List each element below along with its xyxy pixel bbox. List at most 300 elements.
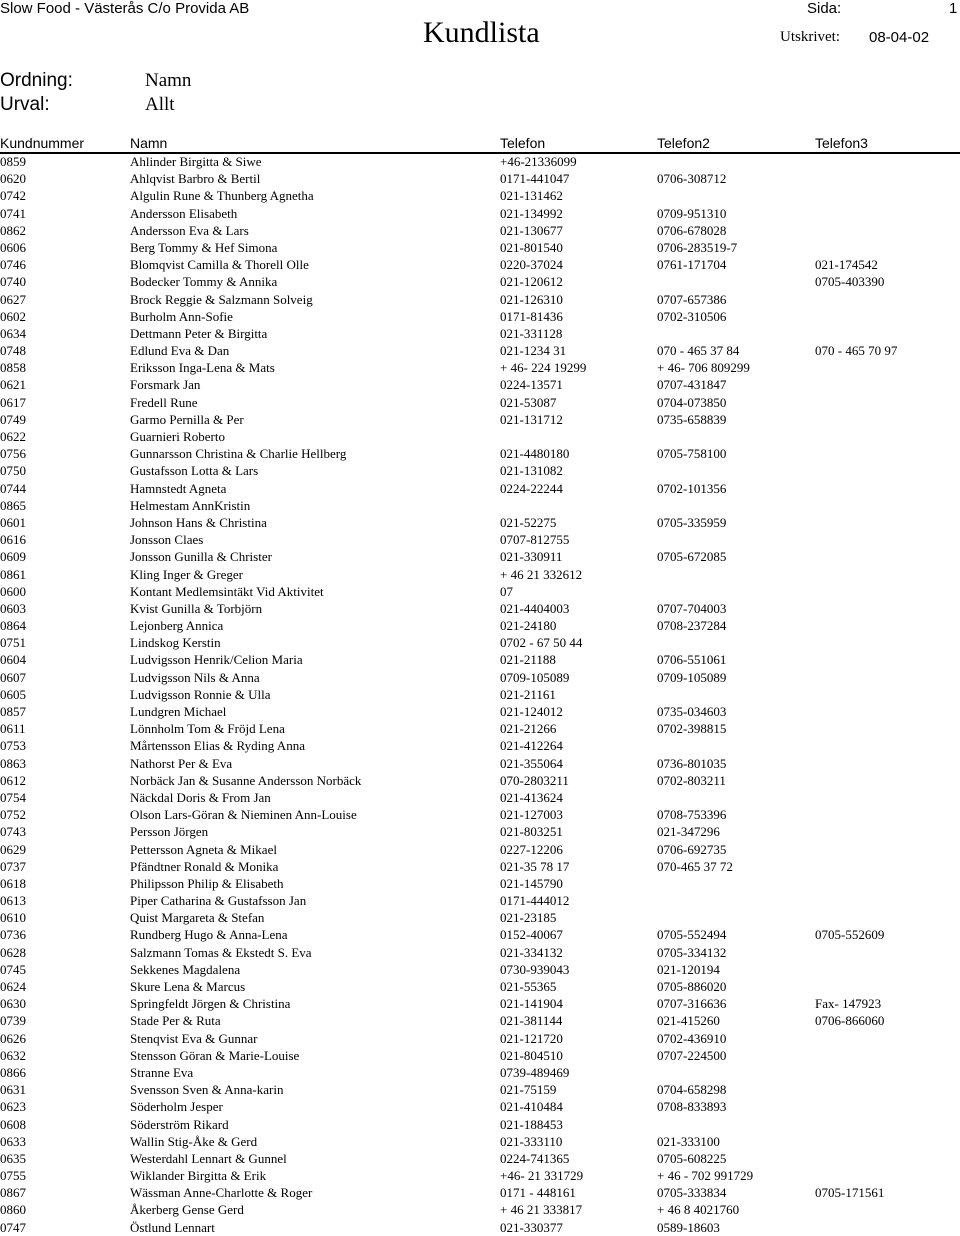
table-row [0,514,960,531]
table-row [0,222,960,239]
phone: 021-21188 [500,652,556,668]
phone2: 0702-803211 [657,772,726,788]
phone: +46- 21 331729 [500,1168,584,1184]
column-header-phone3: Telefon3 [815,135,868,151]
phone2: 0705-672085 [657,549,727,565]
customer-name: Wässman Anne-Charlotte & Roger [130,1185,313,1201]
table-row [0,1167,960,1184]
phone2: 0702-101356 [657,480,727,496]
phone2: 021-415260 [657,1013,720,1029]
table-row [0,187,960,204]
customer-name: Sekkenes Magdalena [130,961,241,977]
phone: + 46 21 332612 [500,566,583,582]
customer-name: Rundberg Hugo & Anna-Lena [130,927,288,943]
phone2: 0707-316636 [657,996,727,1012]
phone2: + 46 - 702 991729 [657,1168,754,1184]
phone3: 021-174542 [815,257,878,273]
customer-name: Norbäck Jan & Susanne Andersson Norbäck [130,772,362,788]
phone2: 0702-310506 [657,308,727,324]
customer-number: 0632 [0,1047,26,1063]
phone2: 070 - 465 37 84 [657,343,740,359]
customer-number: 0611 [0,721,26,737]
phone2: 0705-334132 [657,944,727,960]
customer-number: 0737 [0,858,26,874]
customer-name: Kontant Medlemsintäkt Vid Aktivitet [130,583,324,599]
customer-number: 0864 [0,618,26,634]
customer-name: Persson Jörgen [130,824,209,840]
customer-name: Ludvigsson Henrik/Celion Maria [130,652,303,668]
customer-name: Ludvigsson Ronnie & Ulla [130,686,271,702]
phone: 021-21161 [500,686,556,702]
table-row [0,1133,960,1150]
phone2: 0706-308712 [657,171,727,187]
phone: 021-188453 [500,1116,563,1132]
customer-number: 0858 [0,360,26,376]
phone: 021-131462 [500,188,563,204]
customer-name: Mårtensson Elias & Ryding Anna [130,738,305,754]
phone: 021-126310 [500,291,563,307]
phone2: 0707-224500 [657,1047,727,1063]
customer-name: Kvist Gunilla & Torbjörn [130,600,263,616]
customer-number: 0739 [0,1013,26,1029]
customer-name: Nathorst Per & Eva [130,755,233,771]
table-row [0,1116,960,1133]
table-row [0,566,960,583]
phone2: 0702-398815 [657,721,727,737]
table-row [0,583,960,600]
phone: 021-355064 [500,755,563,771]
table-row [0,325,960,342]
customer-number: 0866 [0,1064,26,1080]
customer-name: Piper Catharina & Gustafsson Jan [130,893,307,909]
customer-name: Lindskog Kerstin [130,635,221,651]
table-row [0,669,960,686]
table-row [0,944,960,961]
phone: 0224-741365 [500,1150,570,1166]
customer-name: Edlund Eva & Dan [130,343,230,359]
customer-table-body [0,153,960,1236]
table-row [0,651,960,668]
table-row [0,170,960,187]
customer-name: Lejonberg Annica [130,618,224,634]
phone: 021-334132 [500,944,563,960]
table-row [0,1012,960,1029]
customer-number: 0857 [0,704,26,719]
customer-number: 0616 [0,532,26,548]
customer-number: 0627 [0,291,26,307]
phone: 021-52275 [500,514,557,530]
customer-number: 0621 [0,377,26,393]
phone: 021-330377 [500,1219,563,1235]
table-row [0,1030,960,1047]
customer-name: Ahlinder Birgitta & Siwe [130,154,262,169]
phone2: 0706-678028 [657,222,727,238]
table-row [0,480,960,497]
phone2: 0708-237284 [657,618,727,634]
customer-number: 0633 [0,1133,26,1149]
customer-number: 0861 [0,566,26,582]
column-header-id: Kundnummer [0,135,85,151]
table-row [0,1047,960,1064]
customer-name: Kling Inger & Greger [130,566,243,582]
table-row [0,789,960,806]
phone: 0739-489469 [500,1064,570,1080]
phone: +46-21336099 [500,154,577,169]
phone: 021-804510 [500,1047,563,1063]
customer-name: Ludvigsson Nils & Anna [130,669,260,685]
table-row [0,1150,960,1167]
table-row [0,755,960,772]
table-row [0,394,960,411]
table-row [0,497,960,514]
phone2: 0706-692735 [657,841,727,857]
customer-name: Guarnieri Roberto [130,429,225,444]
phone: 021-21266 [500,721,557,737]
customer-number: 0605 [0,686,26,702]
customer-name: Andersson Elisabeth [130,205,238,221]
phone: 021-413624 [500,789,563,805]
customer-name: Gunnarsson Christina & Charlie Hellberg [130,446,347,462]
phone2: 0707-431847 [657,377,727,393]
phone: 021-4480180 [500,446,570,462]
table-row [0,445,960,462]
customer-number: 0601 [0,514,26,530]
customer-number: 0624 [0,979,26,994]
sort-value: Namn [145,70,192,91]
customer-name: Burholm Ann-Sofie [130,308,233,324]
table-row [0,823,960,840]
customer-name: Andersson Eva & Lars [130,222,249,238]
table-row [0,703,960,720]
phone2: + 46 8 4021760 [657,1202,740,1218]
phone: 021-35 78 17 [500,858,570,874]
page-label: Sida: [807,0,842,17]
phone: 021-4404003 [500,600,570,616]
table-row [0,892,960,909]
table-row [0,1201,960,1218]
phone2: 0705-608225 [657,1150,727,1166]
phone2: 070-465 37 72 [657,858,733,874]
filter-label: Urval: [0,94,50,115]
phone: 07 [500,583,513,599]
table-row [0,772,960,789]
customer-number: 0622 [0,429,26,444]
phone2: 0705-335959 [657,514,727,530]
table-row [0,634,960,651]
phone: 021-120612 [500,274,563,290]
phone: 021-134992 [500,205,563,221]
customer-name: Forsmark Jan [130,377,201,393]
phone2: 021-347296 [657,824,720,840]
phone2: 0589-18603 [657,1219,720,1235]
phone: 021-53087 [500,394,557,410]
table-row [0,531,960,548]
table-row [0,342,960,359]
table-row [0,256,960,273]
phone: 0220-37024 [500,257,563,273]
customer-name: Stenqvist Eva & Gunnar [130,1030,258,1046]
phone: 0171 - 448161 [500,1185,576,1201]
page-number: 1 [949,0,958,17]
phone: 021-131712 [500,411,563,427]
table-row [0,153,960,170]
phone2: 021-333100 [657,1133,720,1149]
phone2: 0761-171704 [657,257,727,273]
table-row [0,548,960,565]
customer-name: Wallin Stig-Åke & Gerd [130,1133,258,1149]
phone: + 46 21 333817 [500,1202,583,1218]
customer-name: Jonsson Claes [130,532,204,548]
table-row [0,1064,960,1081]
customer-number: 0867 [0,1185,26,1201]
phone2: 0709-105089 [657,669,727,685]
customer-number: 0756 [0,446,26,462]
customer-name: Lundgren Michael [130,704,227,719]
phone: 021-124012 [500,704,563,719]
customer-name: Eriksson Inga-Lena & Mats [130,360,275,376]
customer-name: Bodecker Tommy & Annika [130,274,278,290]
customer-number: 0753 [0,738,26,754]
phone2: + 46- 706 809299 [657,360,750,376]
table-row [0,428,960,445]
phone: 021-330911 [500,549,563,565]
customer-name: Stensson Göran & Marie-Louise [130,1047,300,1063]
table-row [0,1081,960,1098]
customer-number: 0609 [0,549,26,565]
phone: 021-55365 [500,979,557,994]
phone3: 0705-171561 [815,1185,885,1201]
customer-number: 0746 [0,257,26,273]
table-row [0,858,960,875]
customer-number: 0603 [0,600,26,616]
customer-number: 0744 [0,480,26,496]
table-row [0,926,960,943]
customer-name: Stranne Eva [130,1064,194,1080]
phone: 0171-81436 [500,308,563,324]
customer-number: 0748 [0,343,26,359]
phone2: 021-120194 [657,961,720,977]
column-header-name: Namn [130,135,168,151]
customer-name: Söderholm Jesper [130,1099,223,1115]
phone: 021-127003 [500,807,563,823]
phone2: 0708-833893 [657,1099,727,1115]
customer-name: Quist Margareta & Stefan [130,910,265,926]
table-row [0,308,960,325]
table-row [0,995,960,1012]
phone: 021-131082 [500,463,563,479]
filter-value: Allt [145,94,175,115]
customer-number: 0620 [0,171,26,187]
table-row [0,978,960,995]
customer-number: 0626 [0,1030,26,1046]
customer-name: Hamnstedt Agneta [130,480,227,496]
phone: 0171-441047 [500,171,570,187]
phone: 021-130677 [500,222,563,238]
table-row [0,376,960,393]
printed-date: 08-04-02 [869,29,930,46]
phone2: 0735-034603 [657,704,727,719]
customer-number: 0740 [0,274,26,290]
customer-name: Dettmann Peter & Birgitta [130,325,268,341]
table-row [0,411,960,428]
customer-number: 0741 [0,205,26,221]
phone: 021-141904 [500,996,563,1012]
customer-name: Olson Lars-Göran & Nieminen Ann-Louise [130,807,357,823]
customer-number: 0623 [0,1099,26,1115]
customer-name: Stade Per & Ruta [130,1013,221,1029]
phone2: 0704-073850 [657,394,727,410]
customer-number: 0608 [0,1116,26,1132]
table-row [0,239,960,256]
customer-name: Algulin Rune & Thunberg Agnetha [130,188,314,204]
customer-name: Pfändtner Ronald & Monika [130,858,279,874]
customer-number: 0736 [0,927,26,943]
phone: 021-24180 [500,618,557,634]
phone3: 0706-866060 [815,1013,885,1029]
phone: 021-410484 [500,1099,563,1115]
customer-number: 0754 [0,789,26,805]
customer-number: 0634 [0,325,26,341]
customer-number: 0602 [0,308,26,324]
customer-name: Wiklander Birgitta & Erik [130,1168,267,1184]
phone: 0152-40067 [500,927,563,943]
customer-name: Garmo Pernilla & Per [130,411,244,427]
phone: 070-2803211 [500,772,569,788]
table-row [0,737,960,754]
phone2: 0709-951310 [657,205,727,221]
phone: 021-331128 [500,325,563,341]
table-row [0,617,960,634]
customer-number: 0743 [0,824,26,840]
phone2: 0702-436910 [657,1030,727,1046]
customer-number: 0607 [0,669,26,685]
table-row [0,600,960,617]
phone2: 0705-552494 [657,927,727,943]
phone3: 070 - 465 70 97 [815,343,898,359]
phone2: 0707-704003 [657,600,727,616]
phone2: 0735-658839 [657,411,727,427]
printed-label: Utskrivet: [780,29,840,45]
customer-name: Blomqvist Camilla & Thorell Olle [130,257,309,273]
customer-name: Brock Reggie & Salzmann Solveig [130,291,313,307]
customer-number: 0618 [0,875,26,891]
customer-number: 0600 [0,583,26,599]
phone2: 0706-551061 [657,652,727,668]
phone: 021-381144 [500,1013,563,1029]
table-row [0,273,960,290]
phone: 0709-105089 [500,669,570,685]
phone: 021-121720 [500,1030,563,1046]
customer-number: 0606 [0,239,26,255]
table-row [0,961,960,978]
table-row [0,720,960,737]
table-row [0,1219,960,1236]
phone2: 0705-333834 [657,1185,727,1201]
phone: 021-1234 31 [500,343,567,359]
phone3: 0705-403390 [815,274,885,290]
customer-name: Salzmann Tomas & Ekstedt S. Eva [130,944,312,960]
phone: 0702 - 67 50 44 [500,635,583,651]
phone: 021-412264 [500,738,563,754]
phone2: 0705-886020 [657,979,727,994]
customer-number: 0635 [0,1150,26,1166]
phone2: 0704-658298 [657,1082,727,1098]
table-row [0,205,960,222]
table-row [0,291,960,308]
phone: 021-145790 [500,875,563,891]
customer-name: Johnson Hans & Christina [130,514,267,530]
phone3: Fax- 147923 [815,996,882,1012]
customer-number: 0863 [0,755,26,771]
phone: 021-75159 [500,1082,557,1098]
customer-name: Östlund Lennart [130,1219,215,1235]
phone: 021-803251 [500,824,563,840]
customer-name: Westerdahl Lennart & Gunnel [130,1150,287,1166]
phone: 021-801540 [500,239,563,255]
phone2: 0705-758100 [657,446,727,462]
customer-name: Skure Lena & Marcus [130,979,246,994]
customer-number: 0629 [0,841,26,857]
customer-name: Springfeldt Jörgen & Christina [130,996,291,1012]
company-name: Slow Food - Västerås C/o Provida AB [0,0,250,17]
customer-number: 0862 [0,222,26,238]
customer-name: Söderström Rikard [130,1116,229,1132]
customer-number: 0631 [0,1082,26,1098]
customer-number: 0610 [0,910,26,926]
customer-name: Svensson Sven & Anna-karin [130,1082,284,1098]
phone: 021-333110 [500,1133,563,1149]
phone2: 0707-657386 [657,291,727,307]
customer-number: 0612 [0,772,26,788]
customer-number: 0742 [0,188,26,204]
customer-number: 0747 [0,1219,26,1235]
phone2: 0706-283519-7 [657,239,738,255]
customer-number: 0745 [0,961,26,977]
customer-number: 0617 [0,394,26,410]
customer-name: Åkerberg Gense Gerd [130,1202,244,1218]
customer-number: 0749 [0,411,26,427]
customer-name: Gustafsson Lotta & Lars [130,463,259,479]
customer-name: Jonsson Gunilla & Christer [130,549,272,565]
column-header-phone1: Telefon [500,135,546,151]
customer-name: Berg Tommy & Hef Simona [130,239,278,255]
customer-name: Pettersson Agneta & Mikael [130,841,277,857]
phone: 0171-444012 [500,893,570,909]
phone2: 0736-801035 [657,755,727,771]
customer-name: Lönnholm Tom & Fröjd Lena [130,721,285,737]
phone: 0224-13571 [500,377,563,393]
customer-name: Fredell Rune [130,394,198,410]
phone2: 0708-753396 [657,807,727,823]
table-row [0,875,960,892]
customer-name: Ahlqvist Barbro & Bertil [130,171,261,187]
phone: 0227-12206 [500,841,563,857]
column-header-phone2: Telefon2 [657,135,710,151]
table-row [0,1184,960,1201]
customer-number: 0865 [0,497,26,513]
table-row [0,359,960,376]
customer-number: 0604 [0,652,26,668]
customer-name: Näckdal Doris & From Jan [130,789,271,805]
table-row [0,1098,960,1115]
customer-number: 0859 [0,154,26,169]
customer-number: 0860 [0,1202,26,1218]
phone: 0730-939043 [500,961,570,977]
table-row [0,686,960,703]
table-row [0,806,960,823]
customer-number: 0752 [0,807,26,823]
customer-number: 0628 [0,944,26,960]
